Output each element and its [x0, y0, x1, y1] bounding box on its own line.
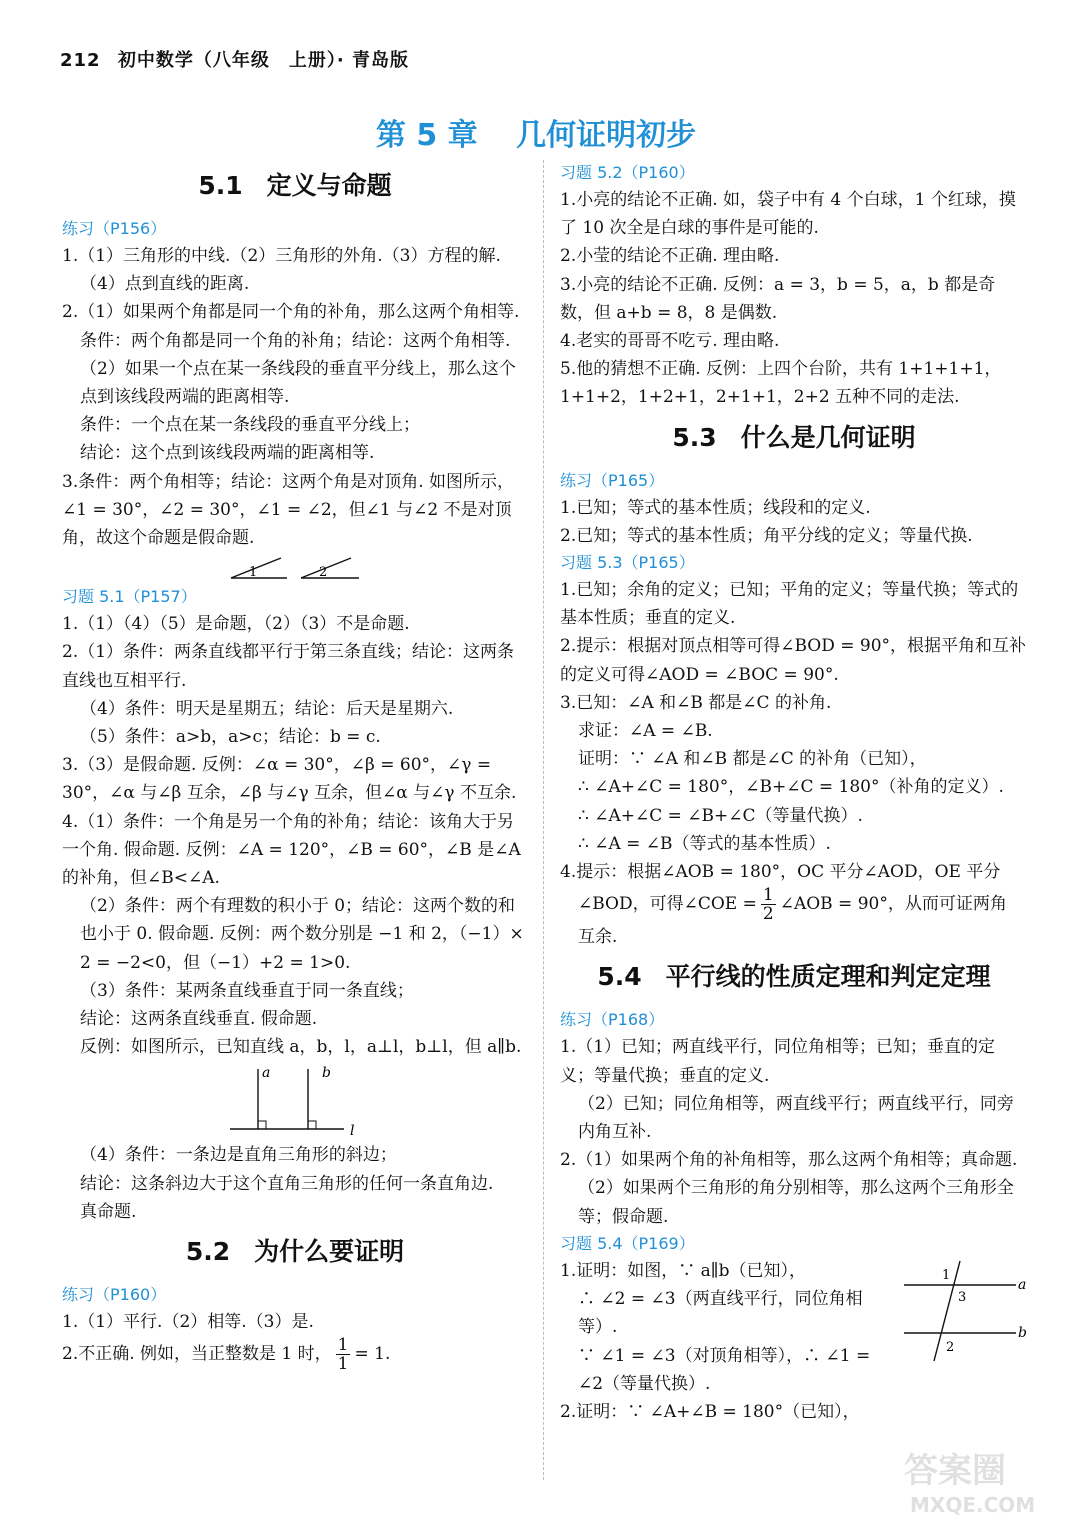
answer-line: 2.提示：根据对顶点相等可得∠BOD = 90°，根据平角和互补的定义可得∠AOD = ∠BOC = 90°. [560, 636, 1027, 685]
section-5-2: 5.2 为什么要证明 [185, 1237, 405, 1267]
proof-block [560, 1257, 1028, 1398]
parallel-lines-figure [900, 1257, 1028, 1367]
answer-line: 2.（1）如果两个角的补角相等，那么这两个角相等；真命题. [560, 1150, 1018, 1171]
fraction: $\frac{1}{1}$ [337, 1335, 349, 1375]
svg-text:a: a [1018, 1276, 1027, 1293]
tag-xt53: 习题 5.3（P165） [560, 553, 695, 573]
answer-line: 证明：∵ ∠A 和∠B 都是∠C 的补角（已知）， [578, 749, 927, 770]
answer-line: 真命题. [80, 1201, 137, 1222]
answer-line: 4.老实的哥哥不吃亏. 理由略. [560, 331, 780, 352]
answer-line: （4）条件：一条边是直角三角形的斜边； [80, 1145, 397, 1166]
tag-xt51: 习题 5.1（P157） [62, 587, 197, 607]
answer-line: 互余. [578, 927, 618, 948]
chapter-name: 几何证明初步 [516, 118, 697, 153]
svg-text:答案圈: 答案圈 [904, 1451, 1006, 1491]
answer-line: 求证：∠A = ∠B. [578, 721, 713, 742]
answer-line: 3.条件：两个角相等；结论：这两个角是对顶角. 如图所示，∠1 = 30°，∠2 = 30°，∠1 = ∠2，但∠1 与∠2 不是对顶角，故这个命题是假命题. [62, 471, 515, 549]
book-title: 初中数学（八年级 上册）· 青岛版 [117, 50, 409, 71]
answer-line: 1.已知；余角的定义；已知；平角的定义；等量代换；等式的基本性质；垂直的定义. [560, 580, 1019, 629]
answer-line: （5）条件：a>b，a>c；结论：b = c. [80, 727, 381, 748]
answer-line: 5.他的猜想不正确. 反例：上四个台阶，共有 1+1+1+1，1+1+2，1+2+1，2+1+1，2+2 五种不同的走法. [560, 359, 1002, 408]
answer-line: 条件：两个角都是同一个角的补角；结论：这两个角相等. [80, 330, 511, 351]
svg-text:MXQE.COM: MXQE.COM [910, 1493, 1036, 1517]
answer-line: （2）已知；同位角相等，两直线平行；两直线平行，同旁内角互补. [578, 1093, 1014, 1143]
svg-text:2: 2 [946, 1339, 955, 1355]
section-5-3: 5.3 什么是几何证明 [672, 422, 916, 452]
answer-line: （2）条件：两个有理数的积小于 0；结论：这两个数的和也小于 0. 假命题. 反例：两个数分别是 −1 和 2，（−1）× 2 = −2<0，但（−1）+2 = 1>0. [80, 896, 524, 973]
right-column [560, 160, 1028, 1426]
answer-line: 1.（1）已知；两直线平行，同位角相等；已知；垂直的定义；等量代换；垂直的定义. [560, 1037, 996, 1086]
svg-text:b: b [1018, 1324, 1027, 1341]
tag-lx160: 练习（P160） [62, 1285, 167, 1305]
fraction: $\frac{1}{2}$ [762, 885, 774, 925]
answer-line: ∵ ∠1 = ∠3（对顶角相等），∴ ∠1 = ∠2（等量代换）. [578, 1345, 871, 1394]
answer-line: （2）如果一个点在某一条线段的垂直平分线上，那么这个点到该线段两端的距离相等. [80, 358, 516, 408]
chapter-title [0, 110, 1072, 154]
angle-figure [225, 554, 365, 582]
answer-line: 1.（1）（4）（5）是命题，（2）（3）不是命题. [62, 614, 410, 635]
answer-line: 结论：这条斜边大于这个直角三角形的任何一条直角边. [80, 1173, 494, 1194]
answer-line: 结论：这两条直线垂直. 假命题. [80, 1009, 318, 1030]
answer-line: 2.（1）条件：两条直线都平行于第三条直线；结论：这两条直线也互相平行. [62, 642, 515, 691]
answer-line: 3.（3）是假命题. 反例：∠α = 30°，∠β = 60°，∠γ = 30°，∠α 与∠β 互余，∠β 与∠γ 互余，但∠α 与∠γ 不互余. [62, 755, 517, 804]
answer-line: 条件：一个点在某一条线段的垂直平分线上； [80, 415, 420, 436]
line-label-l: l [350, 1123, 355, 1140]
answer-line: ∴ ∠A+∠C = ∠B+∠C（等量代换）. [578, 805, 863, 826]
line-label-b: b [322, 1065, 331, 1082]
answer-line: （2）如果两个三角形的角分别相等，那么这两个三角形全等；假命题. [578, 1178, 1014, 1227]
angle-label-2: 2 [319, 565, 328, 581]
column-divider [543, 160, 544, 1480]
answer-line: （4）条件：明天是星期五；结论：后天是星期六. [80, 698, 454, 719]
tag-lx156: 练习（P156） [62, 219, 167, 238]
line-label-a: a [262, 1065, 271, 1082]
answer-line: ∴ ∠2 = ∠3（两直线平行，同位角相等）. [578, 1289, 863, 1338]
chapter-label: 第 5 章 [375, 118, 478, 153]
page-number: 212 [60, 50, 101, 71]
page-header [60, 46, 409, 72]
tag-lx165: 练习（P165） [560, 470, 665, 490]
section-5-4: 5.4 平行线的性质定理和判定定理 [597, 962, 991, 992]
answer-line: 4.（1）条件：一个角是另一个角的补角；结论：该角大于另一个角. 假命题. 反例：∠A = 120°，∠B = 60°，∠B 是∠A 的补角，但∠B<∠A. [62, 811, 521, 889]
answer-line: 2.证明：∵ ∠A+∠B = 180°（已知）， [560, 1401, 860, 1422]
svg-text:3: 3 [958, 1289, 967, 1305]
tag-lx168: 练习（P168） [560, 1010, 665, 1030]
answer-line: ∴ ∠A = ∠B（等式的基本性质）. [578, 833, 831, 854]
answer-line: 反例：如图所示，已知直线 a，b，l，a⊥l，b⊥l，但 a∥b. [80, 1037, 522, 1058]
answer-line: 3.已知：∠A 和∠B 都是∠C 的补角. [560, 692, 832, 713]
answer-line: 2.小莹的结论不正确. 理由略. [560, 246, 780, 267]
angle-label-1: 1 [249, 565, 258, 581]
answer-line: 1.（1）三角形的中线.（2）三角形的外角.（3）方程的解. [62, 246, 501, 266]
answer-line: ∠BOD，可得∠COE = $\frac{1}{2}$ ∠AOB = 90°，从而可证两角 [578, 885, 1007, 925]
perpendicular-lines-figure [220, 1063, 370, 1139]
watermark-logo [900, 1440, 1050, 1520]
answer-line: 2.不正确. 例如，当正整数是 1 时， $\frac{1}{1}$ = 1. [62, 1335, 391, 1375]
section-5-1: 5.1 定义与命题 [198, 171, 392, 200]
answer-line: 1.（1）平行.（2）相等.（3）是. [62, 1312, 314, 1333]
answer-line: 结论：这个点到该线段两端的距离相等. [80, 443, 375, 464]
answer-line: （4）点到直线的距离. [80, 274, 250, 295]
left-column [62, 160, 528, 1373]
answer-line: 4.提示：根据∠AOB = 180°，OC 平分∠AOD，OE 平分 [560, 862, 1001, 883]
answer-line: 1.已知；等式的基本性质；线段和的定义. [560, 497, 871, 518]
answer-line: 2.（1）如果两个角都是同一个角的补角，那么这两个角相等. [62, 302, 520, 323]
tag-xt54: 习题 5.4（P169） [560, 1233, 695, 1253]
answer-line: ∴ ∠A+∠C = 180°，∠B+∠C = 180°（补角的定义）. [578, 777, 1004, 798]
answer-line: 1.小亮的结论不正确. 如，袋子中有 4 个白球，1 个红球，摸了 10 次全是白球的事件是可能的. [560, 190, 1016, 239]
answer-line: 2.已知；等式的基本性质；角平分线的定义；等量代换. [560, 525, 973, 546]
answer-line: （3）条件：某两条直线垂直于同一条直线； [80, 980, 414, 1001]
svg-text:1: 1 [942, 1267, 951, 1283]
answer-line: 3.小亮的结论不正确. 反例：a = 3，b = 5，a，b 都是奇数，但 a+b = 8，8 是偶数. [560, 274, 996, 323]
tag-xt52: 习题 5.2（P160） [560, 163, 695, 182]
answer-line: 1.证明：如图，∵ a∥b（已知）， [560, 1260, 806, 1281]
